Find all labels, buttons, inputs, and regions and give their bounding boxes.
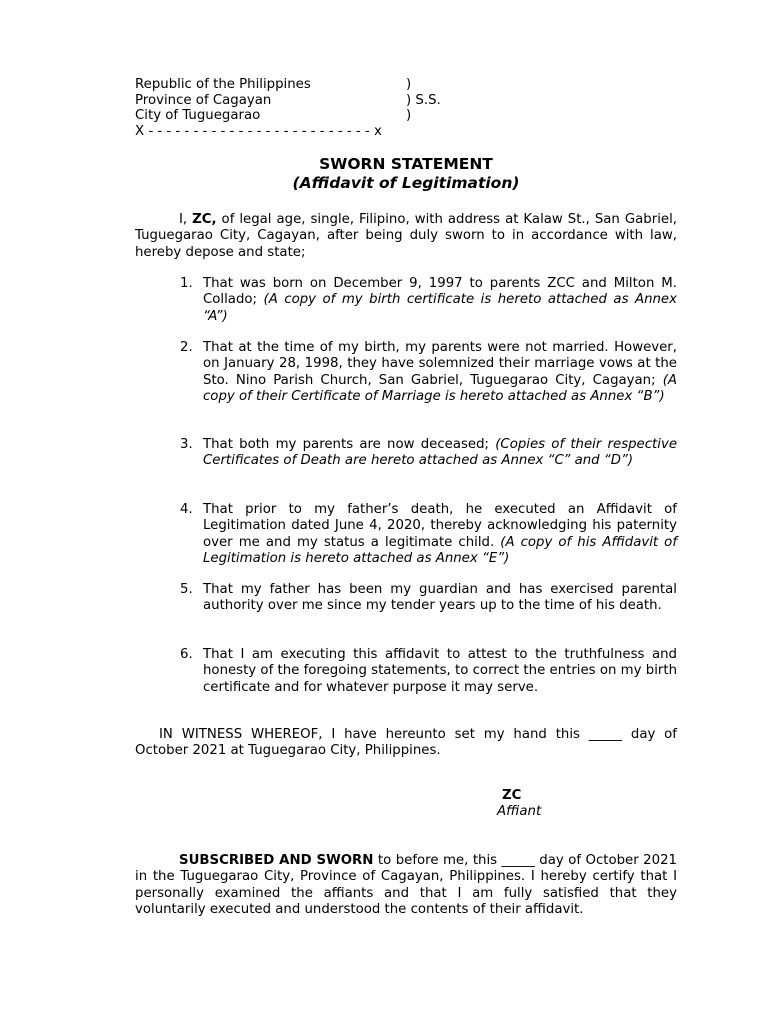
jurat-body: to before me, this _____ day of October 2021 in the Tuguegarao City, Province of Cagayan, Philippines. I hereby certify that I personally examined the affiants and that I am fully satisfied that they voluntarily executed and understood the contents of their affidavit. [135,853,678,917]
item-annex-note: (A copy of my birth certificate is hereto attached as Annex “A”) [203,292,677,324]
item-text [203,582,677,615]
item-statement: That was born on December 9, 1997 to parents ZCC and Milton M. Collado; [203,276,677,308]
item-statement: That I am executing this affidavit to attest to the truthfulness and honesty of the foregoing statements, to correct the entries on my birth certificate and for whatever purpose it may serve. [203,647,677,695]
affiant-name: ZC, [192,212,217,227]
witness-paragraph [135,727,677,760]
signatory-name: ZC [502,788,522,803]
venue-city: City of Tuguegarao [135,108,261,123]
venue-country: Republic of the Philippines [135,77,311,92]
jurat-paragraph [135,853,677,918]
item-number: 4. [180,502,193,517]
item-text [203,437,677,470]
item-statement: That at the time of my birth, my parents were not married. However, on January 28, 1998, they have solemnized their marriage vows at the Sto. Nino Parish Church, San Gabriel, Tuguegarao City, Cagayan; [203,340,677,388]
item-number: 6. [180,647,193,662]
item-text [203,340,677,405]
item-statement: That prior to my father’s death, he executed an Affidavit of Legitimation dated June 4, 2020, thereby acknowledging his paternity over me and my status a legitimate child. [203,502,677,550]
item-number: 2. [180,340,193,355]
item-text [203,502,677,567]
item-annex-note: (Copies of their respective Certificates of Death are hereto attached as Annex “C” and “D”) [203,437,678,469]
item-text [203,647,677,696]
venue-bracket-3: ) [406,108,412,123]
item-annex-note: (A copy of his Affidavit of Legitimation is hereto attached as Annex “E”) [203,534,678,566]
venue-bracket-1: ) [406,77,412,92]
item-statement: That both my parents are now deceased; [203,437,496,452]
item-text [203,276,677,325]
item-annex-note: (A copy of their Certificate of Marriage is hereto attached as Annex “B”) [203,372,677,404]
jurat-heading: SUBSCRIBED AND SWORN [179,853,374,868]
item-statement: That my father has been my guardian and has exercised parental authority over me since my tender years up to the time of his death. [203,582,677,614]
item-number: 3. [180,437,193,452]
intro-prefix: I, [179,212,193,227]
intro-paragraph [135,212,677,261]
item-number: 5. [180,582,193,597]
signatory-role: Affiant [497,804,542,819]
venue-ss: ) S.S. [406,93,441,108]
document-title: SWORN STATEMENT [319,155,493,173]
item-number: 1. [180,276,193,291]
document-subtitle: (Affidavit of Legitimation) [292,174,520,192]
intro-body: of legal age, single, Filipino, with address at Kalaw St., San Gabriel, Tuguegarao City, Cagayan, after being duly sworn to in accordance with law, hereby depose and state; [135,212,677,260]
venue-province: Province of Cagayan [135,93,272,108]
venue-separator: X - - - - - - - - - - - - - - - - - - - - - - - - - x [135,124,382,139]
witness-text: IN WITNESS WHEREOF, I have hereunto set my hand this _____ day of October 2021 at Tuguegarao City, Philippines. [135,727,677,759]
